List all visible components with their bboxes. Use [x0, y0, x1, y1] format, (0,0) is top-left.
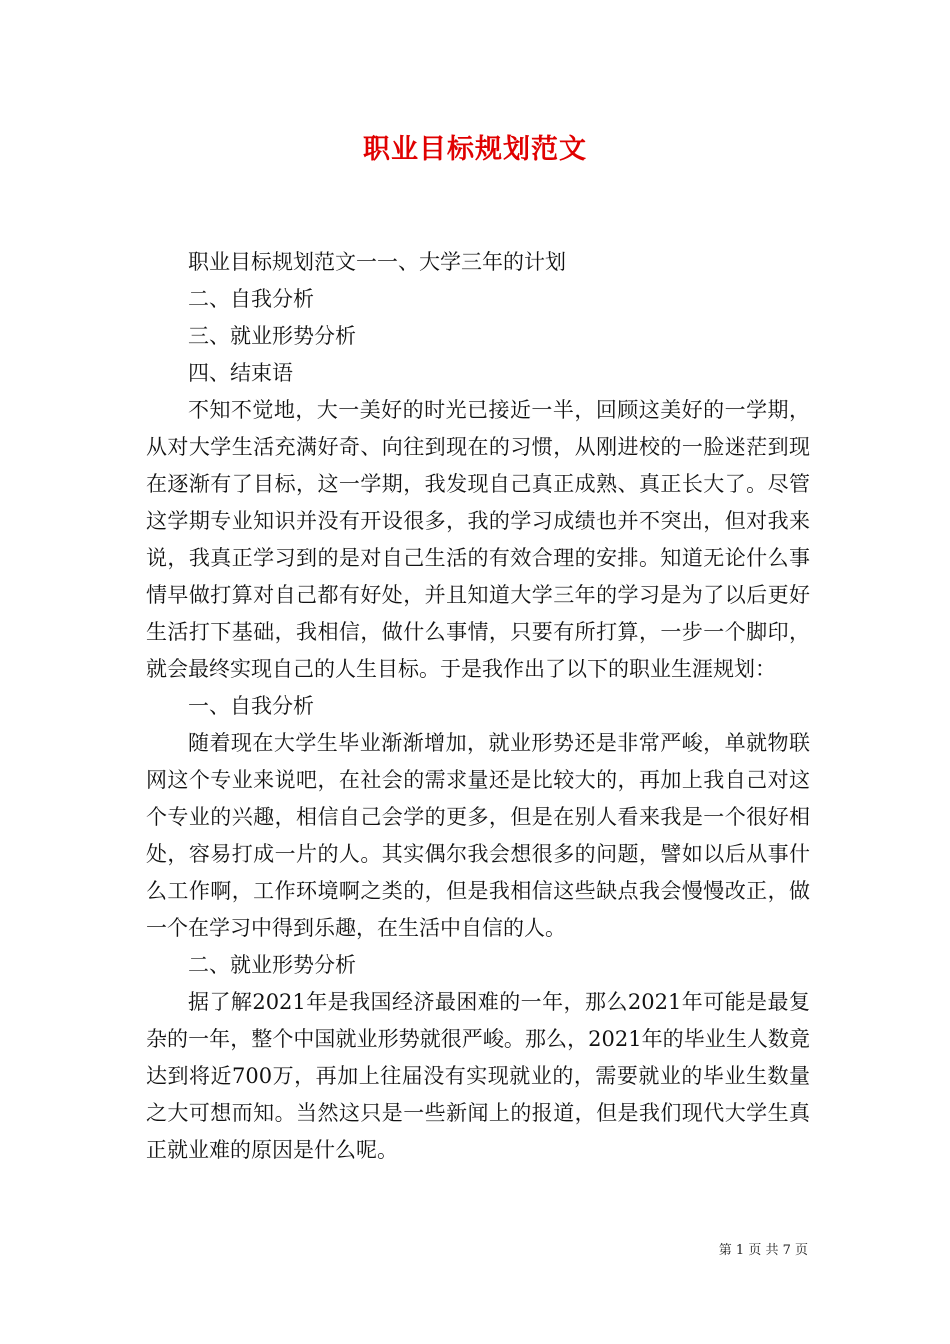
- paragraph-outline-4: 四、结束语: [188, 361, 293, 385]
- paragraph-self-analysis: 随着现在大学生毕业渐渐增加，就业形势还是非常严峻，单就物联网这个专业来说吧，在社会的需求量还是比较大的，再加上我自己对这个专业的兴趣，相信自己会学的更多，但是在别人看来我是一个很好相处，容易打成一片的人。其实偶尔我会想很多的问题，譬如以后从事什么工作啊，工作环境啊之类的，但是我相信这些缺点我会慢慢改正，做一个在学习中得到乐趣，在生活中自信的人。: [146, 731, 810, 940]
- paragraph-employment: 据了解2021年是我国经济最困难的一年，那么2021年可能是最复杂的一年，整个中国就业形势就很严峻。那么，2021年的毕业生人数竟达到将近700万，再加上往届没有实现就业的，需要就业的毕业生数量之大可想而知。当然这只是一些新闻上的报道，但是我们现代大学生真正就业难的原因是什么呢。: [146, 990, 810, 1162]
- paragraph-outline-2: 二、自我分析: [188, 287, 314, 311]
- paragraph-outline-1: 职业目标规划范文一一、大学三年的计划: [188, 250, 566, 274]
- document-title: 职业目标规划范文: [363, 134, 587, 165]
- paragraph-intro: 不知不觉地，大一美好的时光已接近一半，回顾这美好的一学期，从对大学生活充满好奇、向往到现在的习惯，从刚进校的一脸迷茫到现在逐渐有了目标，这一学期，我发现自己真正成熟、真正长大了。尽管这学期专业知识并没有开设很多，我的学习成绩也并不突出，但对我来说，我真正学习到的是对自己生活的有效合理的安排。知道无论什么事情早做打算对自己都有好处，并且知道大学三年的学习是为了以后更好生活打下基础，我相信，做什么事情，只要有所打算，一步一个脚印，就会最终实现自己的人生目标。于是我作出了以下的职业生涯规划：: [146, 398, 810, 681]
- section-heading-employment: 二、就业形势分析: [188, 953, 356, 977]
- section-heading-self-analysis: 一、自我分析: [188, 694, 314, 718]
- paragraph-outline-3: 三、就业形势分析: [188, 324, 356, 348]
- page-number: 第 1 页 共 7 页: [718, 1243, 808, 1258]
- document-body: [146, 244, 810, 1169]
